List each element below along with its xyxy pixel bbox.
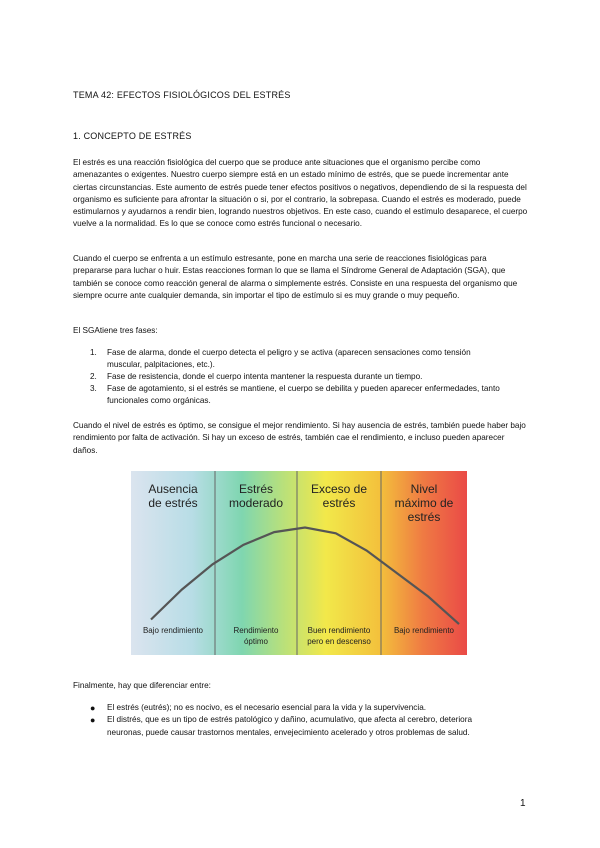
list-item-text: Fase de resistencia, donde el cuerpo intenta mantener la respuesta durante un tiempo. — [107, 372, 423, 381]
zone-header: moderado — [228, 496, 284, 510]
list-item — [73, 702, 503, 714]
zone-label: pero en descenso — [307, 637, 371, 646]
section-heading: 1. CONCEPTO DE ESTRÉS — [73, 131, 192, 141]
zone-label: Bajo rendimiento — [142, 626, 204, 635]
list-item-text: Fase de alarma, donde el cuerpo detecta el peligro y se activa (aparecen sensaciones como tensión muscular, palpitaciones, etc.). — [107, 348, 471, 369]
paragraph-concept: El estrés es una reacción fisiológica del cuerpo que se produce ante situaciones que el organismo percibe como amenazantes o exigentes. Nuestro cuerpo siempre está en un estado mínimo de estrés, que se puede incrementar ante ciertas circunstancias. Este aumento de estrés puede tener efectos positivos o negativos, dependiendo de si la respuesta del organismo es suficiente para afrontar la situación o si, por el contrario, la sobrepasa. Cuando el estrés es moderado, puede estimularnos y ayudarnos a rendir bien, logrando nuestros objetivos. En este caso, cuando el estímulo desaparece, el cuerpo vuelve a la normalidad. Es lo que se conoce como estrés funcional o necesario. — [73, 158, 528, 229]
zone-header: Exceso de — [310, 482, 368, 496]
list-number: 2. — [90, 372, 97, 381]
paragraph-final: Finalmente, hay que diferenciar entre: — [73, 681, 211, 690]
list-item — [73, 347, 503, 371]
list-item-text: El estrés (eutrés); no es nocivo, es el necesario esencial para la vida y la supervivencia. — [107, 703, 427, 712]
stress-performance-chart — [131, 471, 467, 655]
zone-header: estrés — [322, 496, 356, 510]
page-number: 1 — [520, 798, 526, 809]
chart-svg — [131, 471, 467, 655]
stress-types-list — [73, 702, 503, 739]
list-item-text: El distrés, que es un tipo de estrés patológico y dañino, acumulativo, que afecta al cerebro, deteriora neuronas, puede causar trastornos mentales, envejecimiento acelerado y otros problemas de salud. — [107, 715, 473, 737]
list-item-text: Fase de agotamiento, si el estrés se mantiene, el cuerpo se debilita y pueden aparecer enfermedades, tanto funcionales como orgánicas. — [107, 384, 500, 405]
zone-header: máximo de — [394, 496, 454, 510]
zone-header: estrés — [407, 510, 441, 524]
list-number: 3. — [90, 384, 97, 393]
zone-header: de estrés — [148, 496, 198, 510]
bullet: ● — [90, 703, 96, 713]
zone-label: óptimo — [243, 637, 269, 646]
zone-label: Bajo rendimiento — [393, 626, 455, 635]
list-number: 1. — [90, 348, 97, 357]
zone-header: Estrés — [238, 482, 274, 496]
paragraph-sga: Cuando el cuerpo se enfrenta a un estímulo estresante, pone en marcha una serie de reacciones fisiológicas para prepararse para luchar o huir. Estas reacciones forman lo que se llama el Síndrome General de Adaptación (SGA), que también se conoce como reacción general de alarma o simplemente estrés. Consiste en una respuesta del organismo que siempre ocurre ante cualquier demanda, sin importar el tipo de estímulo si es muy grande o muy pequeño. — [73, 254, 518, 300]
document-title: TEMA 42: EFECTOS FISIOLÓGICOS DEL ESTRÉS — [73, 90, 291, 100]
paragraph-phases-intro: El SGAtiene tres fases: — [73, 326, 158, 335]
bullet: ● — [90, 715, 96, 726]
list-item — [73, 714, 503, 739]
phases-list — [73, 347, 503, 407]
zone-label: Rendimiento — [233, 626, 279, 635]
list-item — [73, 371, 503, 383]
list-item — [73, 383, 503, 407]
zone-label: Buen rendimiento — [307, 626, 371, 635]
paragraph-performance: Cuando el nivel de estrés es óptimo, se consigue el mejor rendimiento. Si hay ausencia de estrés, también puede haber bajo rendimiento por falta de activación. Si hay un exceso de estrés, también cae el rendimiento, e incluso pueden aparecer daños. — [73, 421, 526, 455]
zone-header: Ausencia — [148, 482, 198, 496]
zone-header: Nivel — [410, 482, 438, 496]
